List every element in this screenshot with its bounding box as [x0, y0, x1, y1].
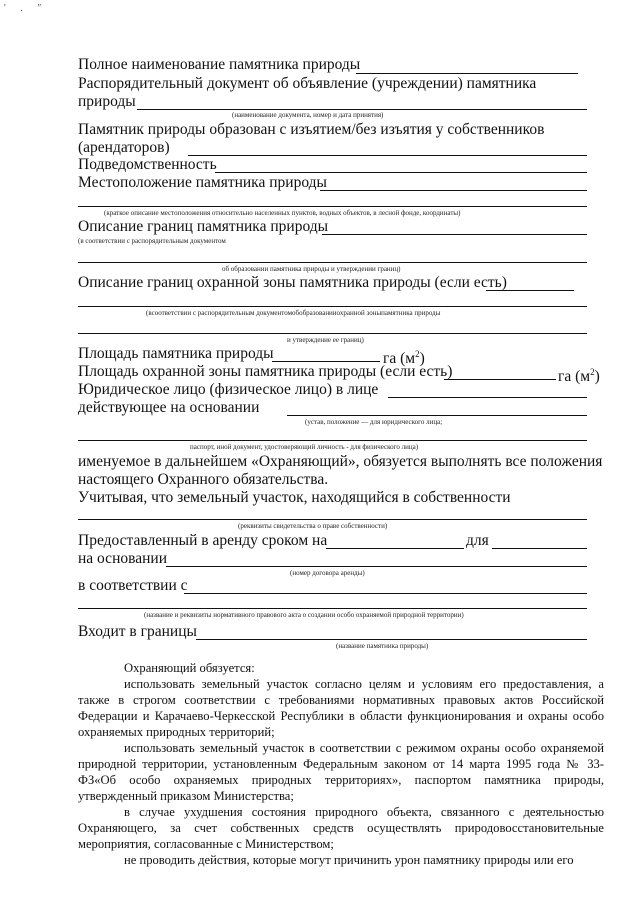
- scan-marks: ' . ʺ: [4, 3, 47, 14]
- location-hint: (краткое описание местоположения относительно населенных пунктов, водных объектов, в лесной фонде, координаты): [104, 209, 461, 217]
- formed-label-cont: (арендаторов): [78, 139, 170, 156]
- formed-label: Памятник природы образован с изъятием/без изъятия у собственников: [78, 121, 545, 138]
- accordance-label: в соответствии с: [78, 577, 188, 594]
- obligation-item: использовать земельный участок в соответствии с режимом охраны особо охраняемой природной территории, установленным Федеральным законом от 14 марта 1995 года № 33-ФЗ«Об особо охраняемых природных территориях», паспортом памятника природы, утвержденный приказом Министерства;: [78, 741, 604, 803]
- hereinafter-text: именуемое в дальнейшем «Охраняющий», обязуется выполнять все положения: [78, 453, 603, 470]
- buffer-field-2[interactable]: [78, 306, 587, 307]
- within-label: Входит в границы: [78, 623, 197, 640]
- within-hint: (название памятника природы): [336, 642, 429, 650]
- buffer-field[interactable]: [486, 290, 574, 291]
- location-label: Местоположение памятника природы: [78, 174, 327, 191]
- decree-field[interactable]: [137, 109, 587, 110]
- area-unit: га $(м^2)$: [383, 349, 425, 368]
- buffer-area-field[interactable]: [444, 379, 556, 380]
- buffer-hint: (всоответствии с распорядительным документомобобразованииохранной зоныпамятника природы: [146, 309, 441, 317]
- lease-term-field[interactable]: [326, 548, 464, 549]
- subordination-label: Подведомственность: [78, 156, 217, 173]
- borders-field[interactable]: [322, 234, 587, 235]
- decree-label-cont: природы: [78, 93, 136, 110]
- hereinafter-text-cont: настоящего Охранного обязательства.: [78, 471, 329, 488]
- borders-label: Описание границ памятника природы: [78, 218, 329, 235]
- buffer-field-3[interactable]: [78, 333, 587, 334]
- lease-purpose-field[interactable]: [492, 548, 587, 549]
- obligations-intro: Охраняющий обязуется:: [124, 661, 255, 675]
- buffer-area-unit: га $(м^2)$: [558, 367, 600, 386]
- location-field-2[interactable]: [78, 206, 587, 207]
- acting-label: действующее на основании: [78, 399, 260, 416]
- lease-basis-label: на основании: [78, 550, 167, 567]
- ownership-field[interactable]: [78, 519, 587, 520]
- area-field[interactable]: [272, 361, 380, 362]
- considering-text: Учитывая, что земельный участок, находящийся в собственности: [78, 489, 511, 506]
- obligations-section: [78, 660, 604, 868]
- buffer-hint-cont: и утверждение ее границ): [287, 336, 364, 344]
- acting-field-2[interactable]: [78, 440, 587, 441]
- legal-entity-label: Юридическое лицо (физическое лицо) в лице: [78, 381, 379, 398]
- location-field[interactable]: [320, 190, 587, 191]
- lease-label: Предоставленный в аренду сроком на: [78, 532, 328, 549]
- borders-hint: (в соответствии с распорядительным документом: [78, 237, 226, 245]
- legal-entity-field[interactable]: [388, 397, 587, 398]
- acting-field[interactable]: [287, 415, 587, 416]
- acting-hint: (устав, положение — для юридического лица;: [305, 418, 443, 426]
- ownership-hint: (реквизиты свидетельства о праве собственности): [238, 522, 388, 530]
- borders-field-2[interactable]: [78, 262, 587, 263]
- full-name-field[interactable]: [356, 73, 578, 74]
- full-name-label: Полное наименование памятника природы: [78, 56, 361, 73]
- accordance-hint: (название и реквизиты нормативного правового акта о создании особо охраняемой природной территории): [144, 611, 464, 619]
- obligation-item: использовать земельный участок согласно целям и условиям его предоставления, а также в строгом соответствии с требованиями нормативных правовых актов Российской Федерации и Карачаево-Черкесской Республики в области функционирования и охраны особо охраняемых природных территорий;: [78, 677, 604, 739]
- accordance-field[interactable]: [184, 593, 587, 594]
- accordance-field-2[interactable]: [78, 608, 587, 609]
- decree-label: Распорядительный документ об объявление (учреждении) памятника: [78, 75, 537, 92]
- lease-for-label: для: [466, 532, 489, 549]
- buffer-area-label: Площадь охранной зоны памятника природы (если есть): [78, 363, 453, 380]
- lease-basis-field[interactable]: [166, 566, 587, 567]
- subordination-field[interactable]: [215, 172, 587, 173]
- passport-hint: паспорт, иной документ, удостоверяющий личность - для физического лица): [190, 443, 419, 451]
- formed-field[interactable]: [188, 155, 587, 156]
- within-field[interactable]: [196, 639, 587, 640]
- borders-hint-cont: об образовании памятника природы и утверждении границ): [222, 265, 401, 273]
- lease-hint: (номер договора аренды): [290, 569, 365, 577]
- obligation-item: в случае ухудшения состояния природного объекта, связанного с деятельностью Охраняющего, за счет собственных средств осуществлять природовосстановительные мероприятия, согласованные с Министерством;: [78, 805, 604, 851]
- obligation-item: не проводить действия, которые могут причинить урон памятнику природы или его: [124, 853, 574, 867]
- decree-hint: (наименование документа, номер и дата принятия): [232, 111, 384, 119]
- buffer-label: Описание границ охранной зоны памятника природы (если есть): [78, 274, 507, 291]
- area-label: Площадь памятника природы: [78, 345, 274, 362]
